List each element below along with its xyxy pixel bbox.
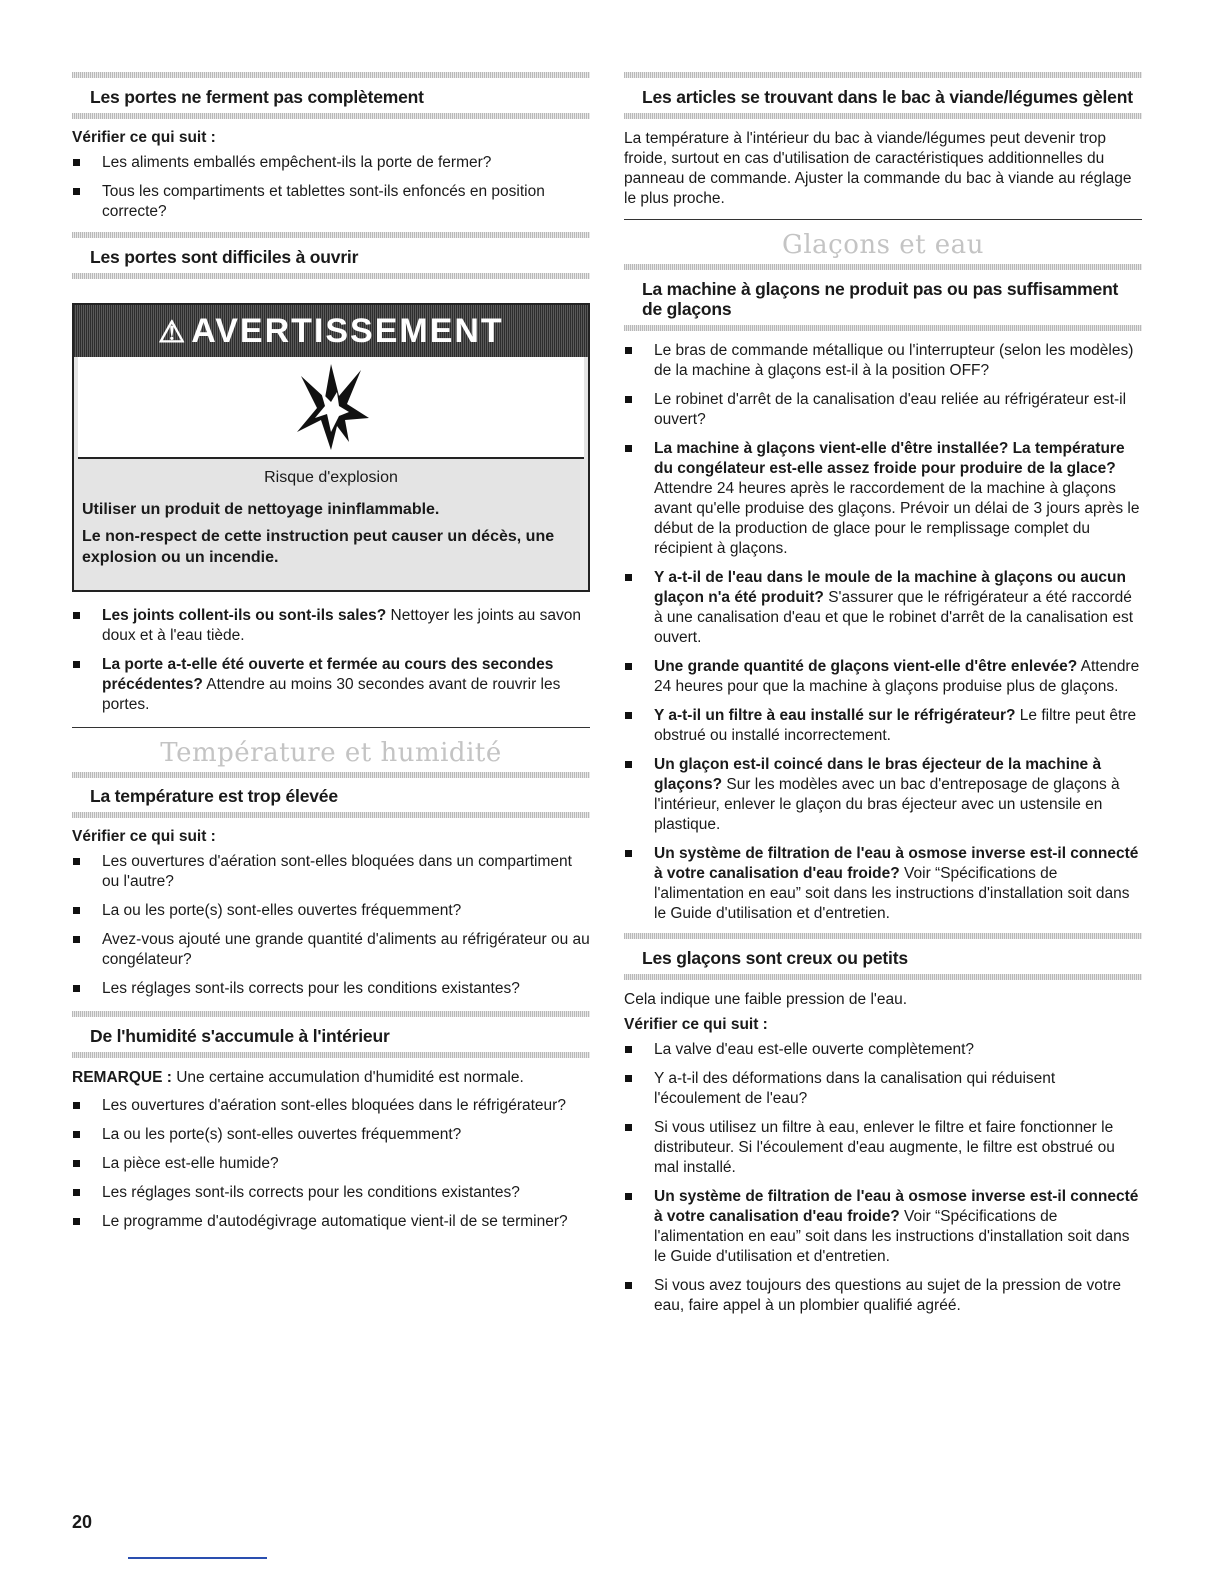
- list-item: Les ouvertures d'aération sont-elles bloquées dans un compartiment ou l'autre?: [72, 852, 590, 892]
- warning-box: [72, 303, 590, 592]
- list-item: Les réglages sont-ils corrects pour les conditions existantes?: [72, 1183, 590, 1203]
- section-divider: [72, 1052, 590, 1058]
- section-divider: [72, 113, 590, 119]
- list-item: Le programme d'autodégivrage automatique vient-il de se terminer?: [72, 1212, 590, 1232]
- list-item: Un système de filtration de l'eau à osmose inverse est-il connecté à votre canalisation d'eau froide? Voir “Spécifications de l'alimentation en eau” soit dans les instructions d'installation soit dans le Guide d'utilisation et d'entretien.: [624, 1187, 1142, 1267]
- list-item: Y a-t-il des déformations dans la canalisation qui réduisent l'écoulement de l'eau?: [624, 1069, 1142, 1109]
- section-title: La machine à glaçons ne produit pas ou pas suffisamment de glaçons: [642, 279, 1119, 319]
- section-divider: [624, 974, 1142, 980]
- list-item: Un système de filtration de l'eau à osmose inverse est-il connecté à votre canalisation d'eau froide? Voir “Spécifications de l'alimentation en eau” soit dans les instructions d'installation soit dans le Guide d'utilisation et d'entretien.: [624, 844, 1142, 924]
- section-title: La température est trop élevée: [90, 786, 338, 806]
- paragraph: La température à l'intérieur du bac à viande/légumes peut devenir trop froide, surtout en cas d'utilisation de caractéristiques additionnelles du panneau de commande. Ajuster la commande du bac à viande au réglage le plus proche.: [624, 130, 1132, 207]
- list-item: Y a-t-il de l'eau dans le moule de la machine à glaçons ou aucun glaçon n'a été produit? S'assurer que le réfrigérateur a été raccordé à une canalisation d'eau et que le robinet d'arrêt de la canalisation est ouvert.: [624, 568, 1142, 648]
- left-column: [72, 72, 590, 1241]
- section-title: Les glaçons sont creux ou petits: [642, 948, 908, 968]
- page-number: 20: [72, 1512, 93, 1532]
- list-item: La porte a-t-elle été ouverte et fermée au cours des secondes précédentes? Attendre au moins 30 secondes avant de rouvrir les portes.: [72, 655, 590, 715]
- list-item: Y a-t-il un filtre à eau installé sur le réfrigérateur? Le filtre peut être obstrué ou installé incorrectement.: [624, 706, 1142, 746]
- explosion-icon: [78, 357, 584, 459]
- list-item: Avez-vous ajouté une grande quantité d'aliments au réfrigérateur ou au congélateur?: [72, 930, 590, 970]
- warning-instruction: Utiliser un produit de nettoyage ininflammable.: [82, 501, 440, 518]
- list-item: Le robinet d'arrêt de la canalisation d'eau reliée au réfrigérateur est-il ouvert?: [624, 390, 1142, 430]
- section-divider: [72, 812, 590, 818]
- check-lead: Vérifier ce qui suit :: [624, 1016, 768, 1033]
- list-item: La pièce est-elle humide?: [72, 1154, 590, 1174]
- note: REMARQUE : Une certaine accumulation d'humidité est normale.: [72, 1069, 524, 1086]
- section-title: Les articles se trouvant dans le bac à viande/légumes gèlent: [642, 87, 1133, 107]
- section-title: De l'humidité s'accumule à l'intérieur: [90, 1026, 390, 1046]
- list-item: Les aliments emballés empêchent-ils la porte de fermer?: [72, 153, 590, 173]
- section-title: Les portes ne ferment pas complètement: [90, 87, 424, 107]
- section-divider: [624, 325, 1142, 331]
- section-title: Les portes sont difficiles à ouvrir: [90, 247, 359, 267]
- list-item: Le bras de commande métallique ou l'interrupteur (selon les modèles) de la machine à glaçons est-il à la position OFF?: [624, 341, 1142, 381]
- bullet-list: [72, 852, 590, 999]
- warning-triangle-icon: ⚠: [158, 316, 188, 349]
- bullet-list: [72, 153, 590, 222]
- warning-body: [74, 459, 588, 590]
- bullet-list: [624, 1040, 1142, 1316]
- list-item: La ou les porte(s) sont-elles ouvertes fréquemment?: [72, 1125, 590, 1145]
- list-item: Tous les compartiments et tablettes sont-ils enfoncés en position correcte?: [72, 182, 590, 222]
- bullet-list: [624, 341, 1142, 924]
- warning-title: AVERTISSEMENT: [191, 312, 504, 350]
- bullet-list: [72, 1096, 590, 1232]
- list-item: La machine à glaçons vient-elle d'être installée? La température du congélateur est-elle assez froide pour produire de la glace? Attendre 24 heures après le raccordement de la machine à glaçons avant qu'elle produise des glaçons. Prévoir un délai de 3 jours après le début de la production de glace pour le remplissage complet du récipient à glaçons.: [624, 439, 1142, 559]
- list-item: Les joints collent-ils ou sont-ils sales? Nettoyer les joints au savon doux et à l'eau tiède.: [72, 606, 590, 646]
- footer-line: [128, 1557, 267, 1559]
- bullet-list: [72, 606, 590, 715]
- list-item: Si vous utilisez un filtre à eau, enlever le filtre et faire fonctionner le distributeur. Si l'écoulement d'eau augmente, le filtre est obstrué ou mal installé.: [624, 1118, 1142, 1178]
- warning-consequence: Le non-respect de cette instruction peut causer un décès, une explosion ou un incendie.: [82, 528, 555, 566]
- list-item: La valve d'eau est-elle ouverte complètement?: [624, 1040, 1142, 1060]
- major-heading: Glaçons et eau: [782, 230, 984, 260]
- major-heading: Température et humidité: [160, 738, 502, 768]
- right-column: [624, 72, 1142, 1325]
- warning-title-bar: [74, 305, 588, 357]
- list-item: Un glaçon est-il coincé dans le bras éjecteur de la machine à glaçons? Sur les modèles avec un bac d'entreposage de glaçons à l'intérieur, enlever le glaçon du bras éjecteur avec un ustensile en plastique.: [624, 755, 1142, 835]
- section-divider: [72, 273, 590, 279]
- section-divider: [624, 113, 1142, 119]
- list-item: Les réglages sont-ils corrects pour les conditions existantes?: [72, 979, 590, 999]
- paragraph: Cela indique une faible pression de l'eau.: [624, 991, 908, 1008]
- list-item: Une grande quantité de glaçons vient-elle d'être enlevée? Attendre 24 heures pour que la machine à glaçons produise plus de glaçons.: [624, 657, 1142, 697]
- list-item: Si vous avez toujours des questions au sujet de la pression de votre eau, faire appel à un plombier qualifié agréé.: [624, 1276, 1142, 1316]
- check-lead: Vérifier ce qui suit :: [72, 129, 216, 146]
- check-lead: Vérifier ce qui suit :: [72, 828, 216, 845]
- list-item: Les ouvertures d'aération sont-elles bloquées dans le réfrigérateur?: [72, 1096, 590, 1116]
- warning-risk: Risque d'explosion: [264, 469, 398, 486]
- list-item: La ou les porte(s) sont-elles ouvertes fréquemment?: [72, 901, 590, 921]
